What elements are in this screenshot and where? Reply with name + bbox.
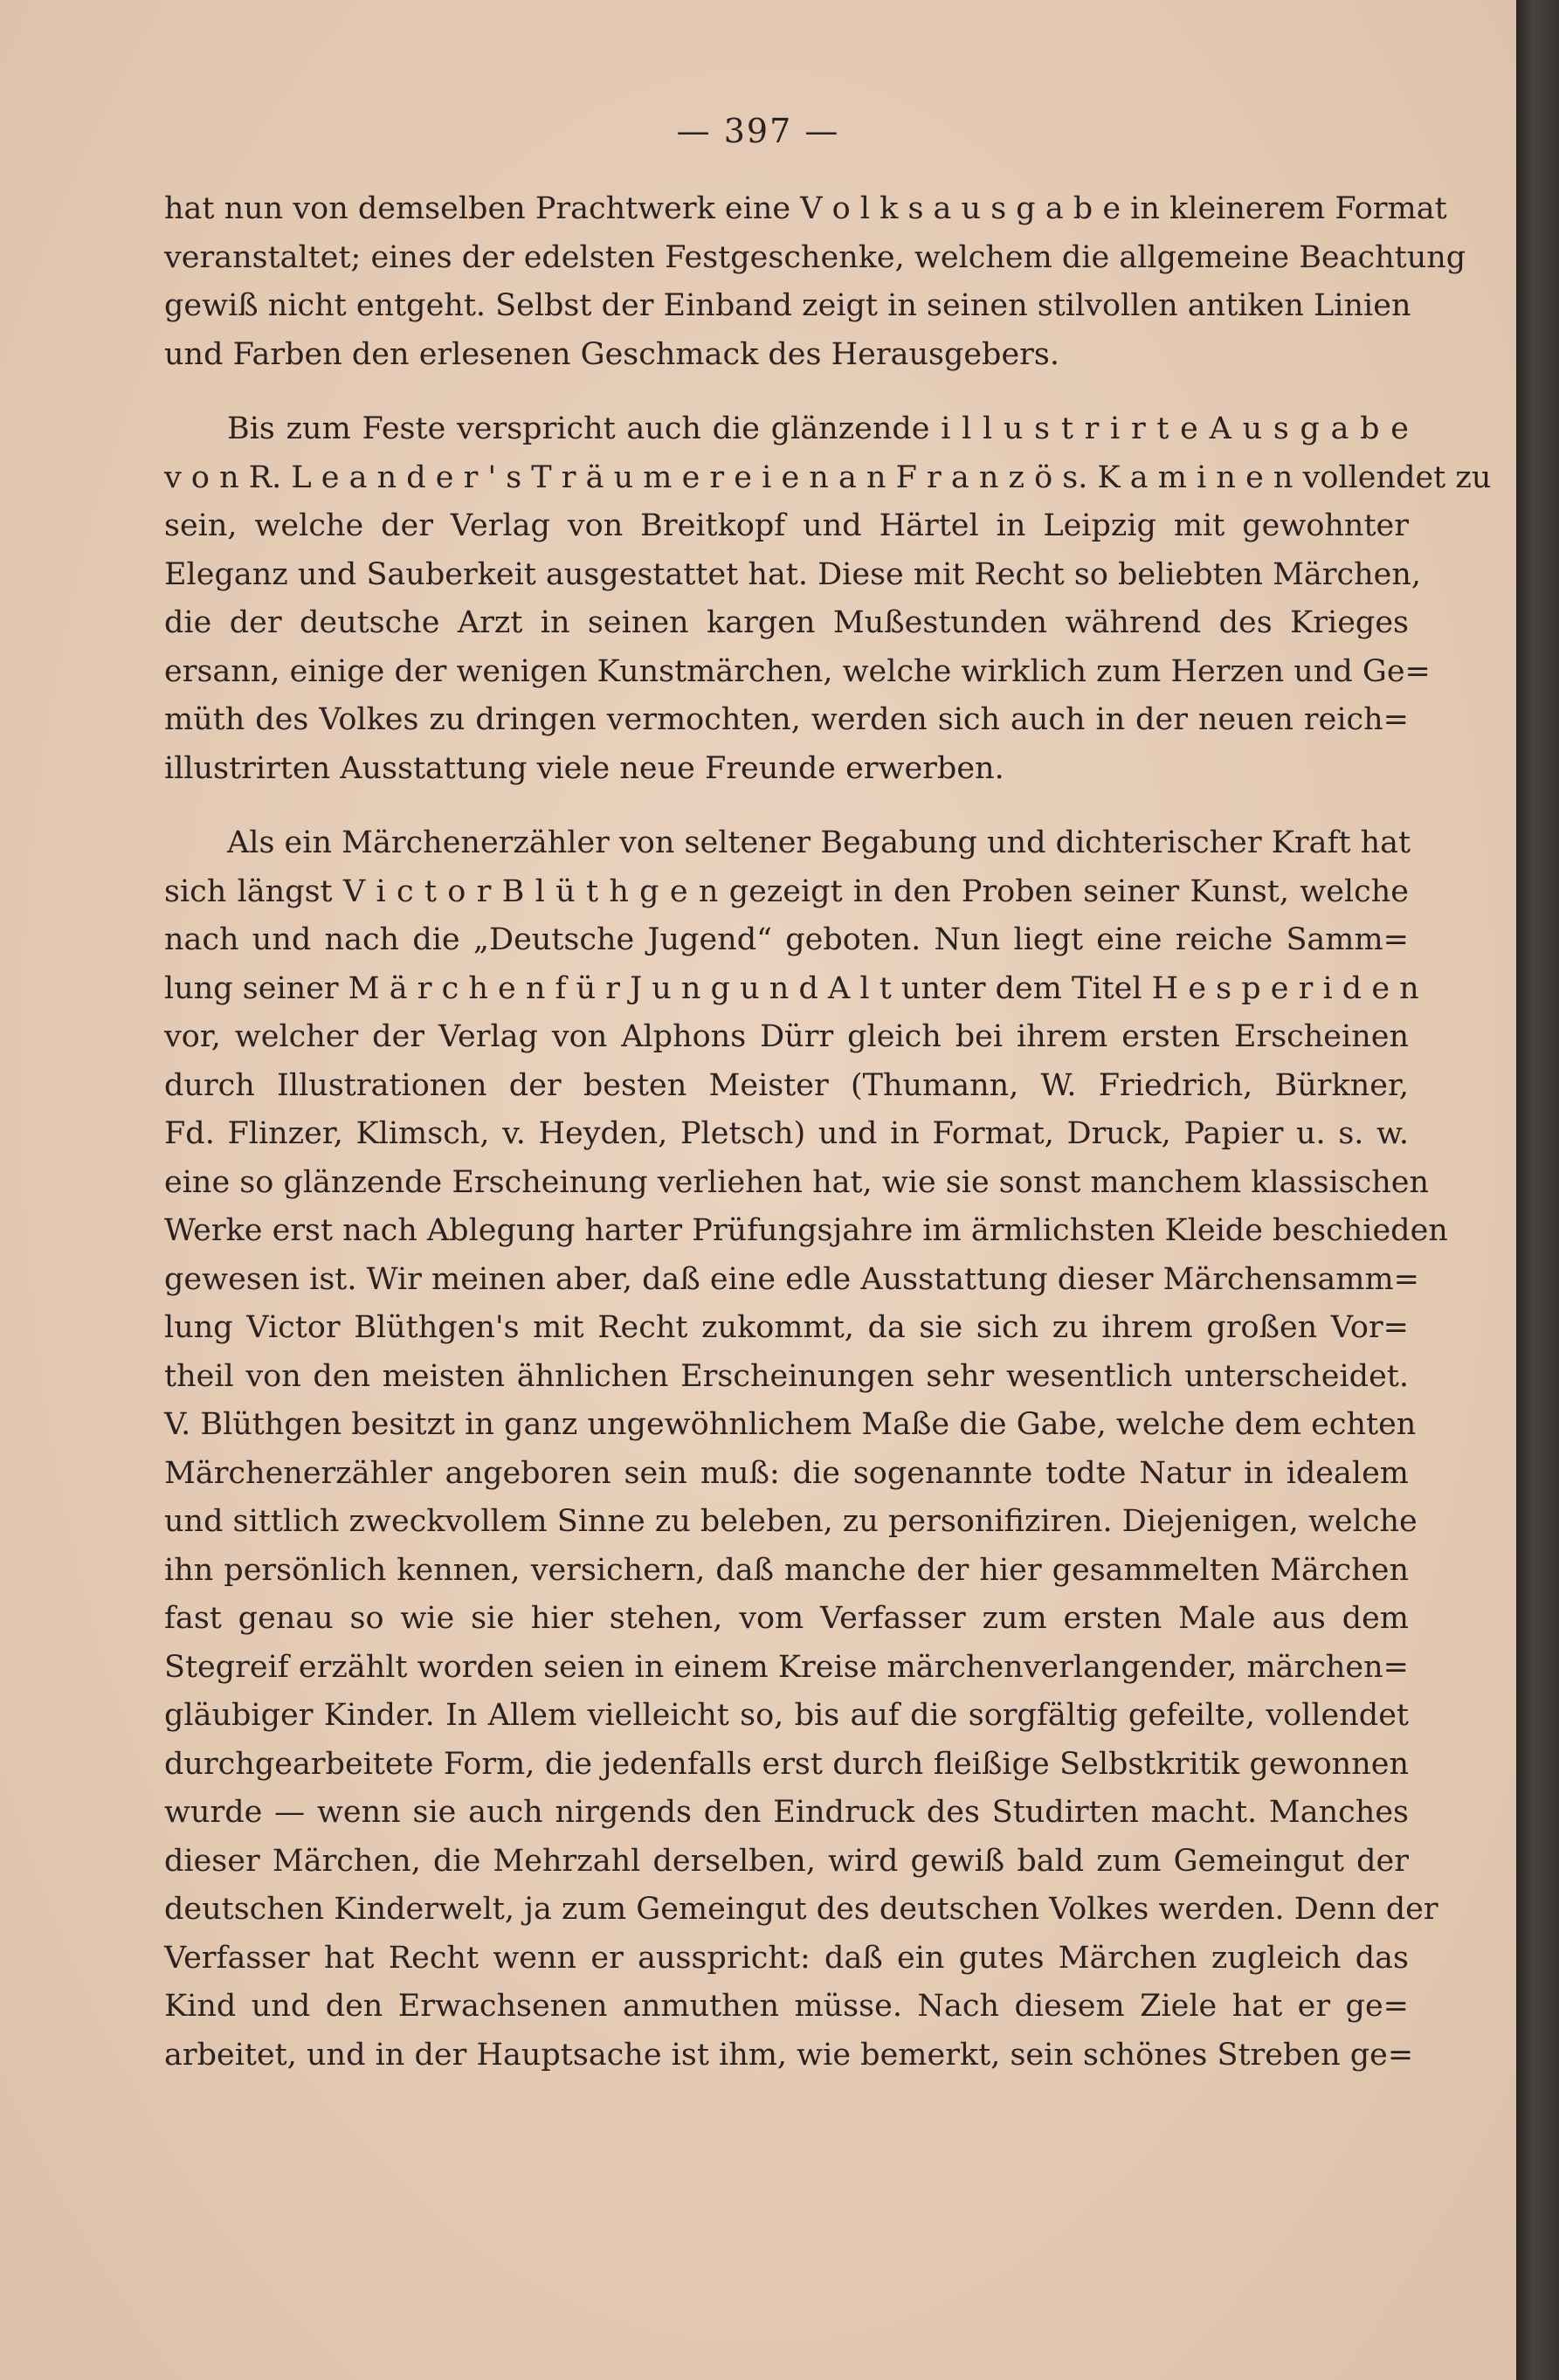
text-line: lung seiner M ä r c h e n f ü r J u n g u n d A l t unter dem Titel H e s p e r i d e n <box>164 970 1419 1006</box>
paragraph-gap <box>164 379 1409 405</box>
text-line: vor, welcher der Verlag von Alphons Dürr gleich bei ihrem ersten Erscheinen <box>164 1019 1409 1054</box>
text-line: Als ein Märchenerzähler von seltener Begabung und dichterischer Kraft hat <box>227 825 1411 860</box>
text-line: V. Blüthgen besitzt in ganz ungewöhnlichem Maße die Gabe, welche dem echten <box>164 1407 1417 1442</box>
book-spine-edge <box>1516 0 1559 2380</box>
paragraph-3 <box>164 819 1448 2080</box>
body-text <box>164 185 1492 2080</box>
text-line: die der deutsche Arzt in seinen kargen Mußestunden während des Krieges <box>164 605 1409 640</box>
text-line: und Farben den erlesenen Geschmack des Herausgebers. <box>164 336 1059 372</box>
page-number: — 397 — <box>676 112 840 150</box>
text-line: v o n R. L e a n d e r ' s T r ä u m e r e i e n a n F r a n z ö s. K a m i n e n vollendet zu <box>164 459 1492 495</box>
text-line: hat nun von demselben Prachtwerk eine V o l k s a u s g a b e in kleinerem Format <box>164 191 1447 226</box>
text-line: fast genau so wie sie hier stehen, vom Verfasser zum ersten Male aus dem <box>164 1601 1409 1636</box>
text-line: gläubiger Kinder. In Allem vielleicht so, bis auf die sorgfältig gefeilte, vollendet <box>164 1698 1409 1733</box>
text-line: lung Victor Blüthgen's mit Recht zukommt, da sie sich zu ihrem großen Vor= <box>164 1310 1409 1345</box>
text-line: illustrirten Ausstattung viele neue Freunde erwerben. <box>164 750 1004 786</box>
text-line: Bis zum Feste verspricht auch die glänzende i l l u s t r i r t e A u s g a b e <box>227 411 1409 446</box>
text-line: veranstaltet; eines der edelsten Festgeschenke, welchem die allgemeine Beachtung <box>164 239 1466 275</box>
text-line: arbeitet, und in der Hauptsache ist ihm, wie bemerkt, sein schönes Streben ge= <box>164 2037 1414 2073</box>
text-line: wurde — wenn sie auch nirgends den Eindruck des Studirten macht. Manches <box>164 1795 1409 1830</box>
text-line: Werke erst nach Ablegung harter Prüfungsjahre im ärmlichsten Kleide beschieden <box>164 1213 1448 1248</box>
text-line: durch Illustrationen der besten Meister (Thumann, W. Friedrich, Bürkner, <box>164 1067 1409 1103</box>
text-line: deutschen Kinderwelt, ja zum Gemeingut des deutschen Volkes werden. Denn der <box>164 1892 1438 1927</box>
text-line: Fd. Flinzer, Klimsch, v. Heyden, Pletsch) und in Format, Druck, Papier u. s. w. <box>164 1116 1409 1151</box>
text-line: nach und nach die „Deutsche Jugend“ geboten. Nun liegt eine reiche Samm= <box>164 922 1409 957</box>
text-line: gewesen ist. Wir meinen aber, daß eine edle Ausstattung dieser Märchensamm= <box>164 1261 1419 1297</box>
text-line: sich längst V i c t o r B l ü t h g e n gezeigt in den Proben seiner Kunst, welche <box>164 873 1409 909</box>
paragraph-2 <box>164 405 1492 793</box>
text-line: ersann, einige der wenigen Kunstmärchen, welche wirklich zum Herzen und Ge= <box>164 653 1431 689</box>
text-line: gewiß nicht entgeht. Selbst der Einband zeigt in seinen stilvollen antiken Linien <box>164 288 1411 323</box>
text-line: Eleganz und Sauberkeit ausgestattet hat. Diese mit Recht so beliebten Märchen, <box>164 556 1422 592</box>
paragraph-gap <box>164 793 1409 819</box>
text-line: ihn persönlich kennen, versichern, daß manche der hier gesammelten Märchen <box>164 1552 1409 1588</box>
text-line: dieser Märchen, die Mehrzahl derselben, wird gewiß bald zum Gemeingut der <box>164 1843 1409 1879</box>
text-line: Kind und den Erwachsenen anmuthen müsse. Nach diesem Ziele hat er ge= <box>164 1989 1409 2024</box>
paragraph-1 <box>164 185 1466 379</box>
text-line: durchgearbeitete Form, die jedenfalls erst durch fleißige Selbstkritik gewonnen <box>164 1746 1409 1782</box>
text-line: müth des Volkes zu dringen vermochten, werden sich auch in der neuen reich= <box>164 702 1409 737</box>
text-line: Verfasser hat Recht wenn er ausspricht: daß ein gutes Märchen zugleich das <box>164 1940 1409 1976</box>
text-line: eine so glänzende Erscheinung verliehen hat, wie sie sonst manchem klassischen <box>164 1164 1430 1200</box>
text-line: Stegreif erzählt worden seien in einem Kreise märchenverlangender, märchen= <box>164 1649 1409 1685</box>
text-line: theil von den meisten ähnlichen Erscheinungen sehr wesentlich unterscheidet. <box>164 1358 1409 1394</box>
text-line: und sittlich zweckvollem Sinne zu beleben, zu personifiziren. Diejenigen, welche <box>164 1504 1418 1539</box>
text-line: Märchenerzähler angeboren sein muß: die sogenannte todte Natur in idealem <box>164 1455 1409 1491</box>
text-line: sein, welche der Verlag von Breitkopf und Härtel in Leipzig mit gewohnter <box>164 508 1409 543</box>
